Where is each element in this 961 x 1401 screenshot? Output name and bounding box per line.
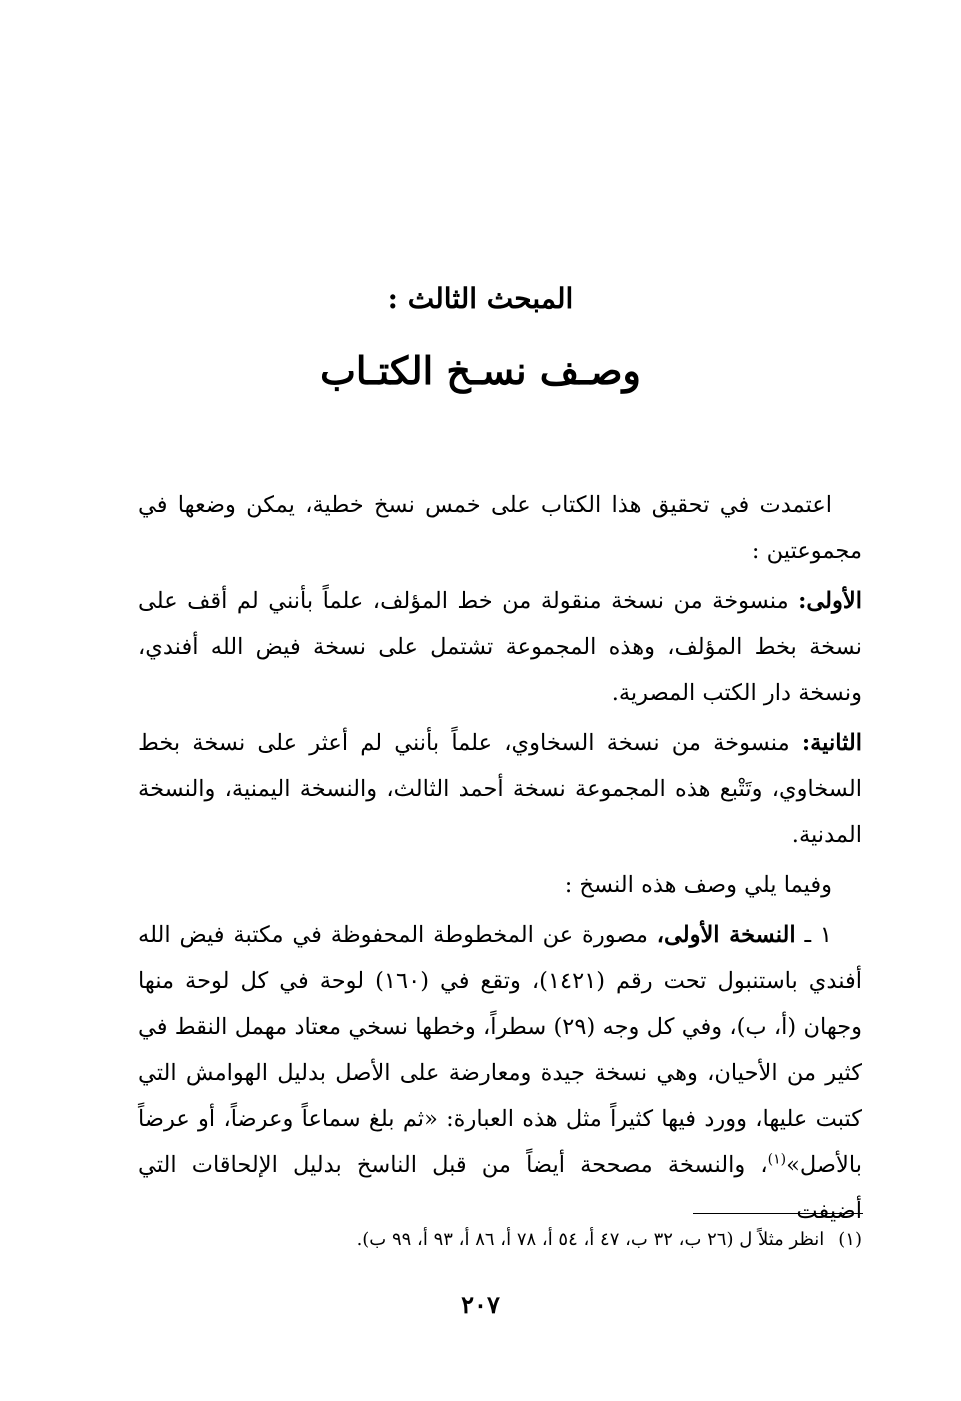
chapter-title: وصـف نسـخ الكتـاب <box>320 348 641 393</box>
item-number: ١ ـ <box>804 922 832 948</box>
paragraph-text: منسوخة من نسخة السخاوي، علماً بأنني لم أعثر على نسخة بخط السخاوي، وتَتْبع هذه المجموعة نسخة أحمد الثالث، والنسخة اليمنية، والنسخة المدنية. <box>138 730 862 848</box>
paragraph-text-continued: ، والنسخة مصححة أيضاً من قبل الناسخ بدليل الإلحاقات التي أضيفت <box>138 1152 862 1224</box>
footnote <box>138 1224 862 1256</box>
paragraph-transition <box>138 862 862 908</box>
paragraph-second-group <box>138 720 862 858</box>
paragraph-text: منسوخة من نسخة منقولة من خط المؤلف، علماً بأنني لم أقف على نسخة بخط المؤلف، وهذه المجموعة تشتمل على نسخة فيض الله أفندي، ونسخة دار الكتب المصرية. <box>138 588 862 706</box>
paragraph-text: وفيما يلي وصف هذه النسخ : <box>564 872 832 898</box>
paragraph-lead: الثانية: <box>801 730 862 756</box>
page-number: ٢٠٧ <box>461 1290 500 1319</box>
footnote-text: انظر مثلاً ل (٢٦ ب، ٣٢ ب، ٤٧ أ، ٥٤ أ، ٧٨ أ، ٨٦ أ، ٩٣ أ، ٩٩ ب). <box>356 1229 825 1250</box>
paragraph-lead: الأولى: <box>798 588 862 614</box>
footnote-reference: (١) <box>767 1151 787 1168</box>
chapter-label: المبحث الثالث : <box>387 282 574 315</box>
footnote-marker: (١) <box>838 1229 862 1250</box>
footnote-divider <box>693 1213 863 1214</box>
paragraph-intro <box>138 482 862 574</box>
paragraph-first-group <box>138 578 862 716</box>
body-text <box>138 482 862 1238</box>
paragraph-manuscript-one <box>138 912 862 1234</box>
paragraph-text: اعتمدت في تحقيق هذا الكتاب على خمس نسخ خطية، يمكن وضعها في مجموعتين : <box>138 492 862 564</box>
paragraph-text: مصورة عن المخطوطة المحفوظة في مكتبة فيض الله أفندي باستنبول تحت رقم (١٤٢١)، وتقع في (١٦٠) لوحة في كل لوحة منها وجهان (أ، ب)، وفي كل وجه (٢٩) سطراً، وخطها نسخي معتاد مهمل النقط في كثير من الأحيان، وهي نسخة جيدة ومعارضة على الأصل بدليل الهوامش التي كتبت عليها، وورد فيها كثيراً مثل هذه العبارة: «ثم بلغ سماعاً وعرضاً، أو عرضاً بالأصل» <box>138 922 862 1178</box>
paragraph-lead: النسخة الأولى، <box>656 922 796 948</box>
